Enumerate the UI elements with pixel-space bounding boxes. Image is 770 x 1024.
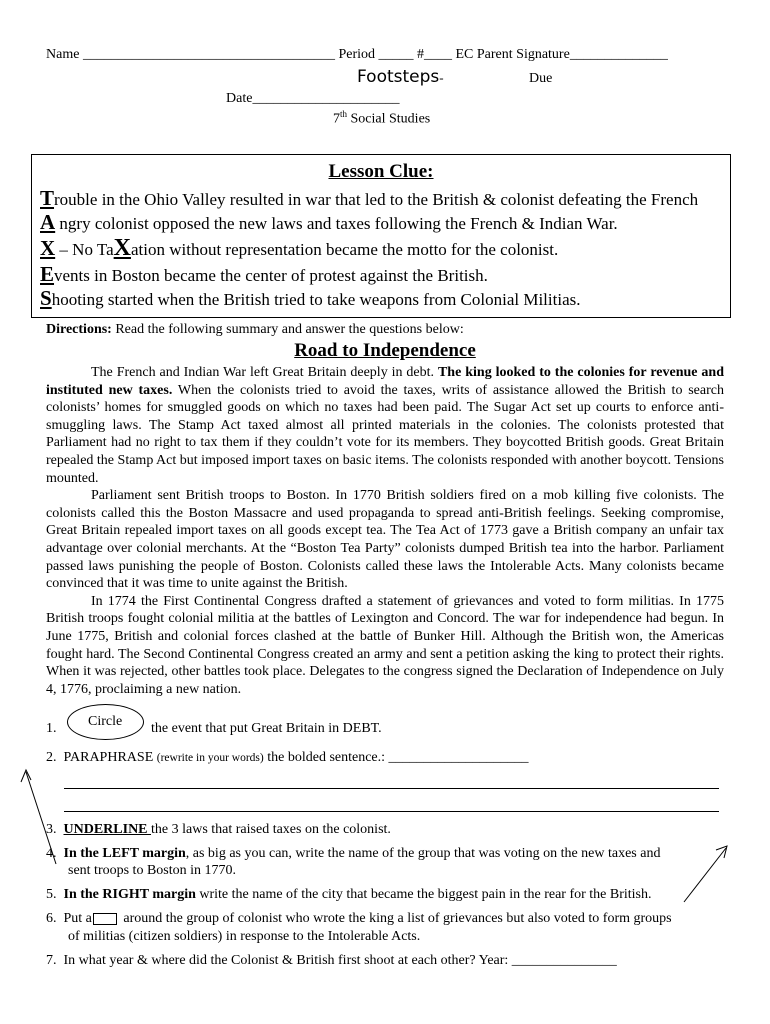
name-blank[interactable]: ____________________________________ xyxy=(82,47,335,62)
q5-number: 5. xyxy=(46,887,57,902)
q6-text-line-2: of militias (citizen soldiers) in response to the Intolerable Acts. xyxy=(68,929,421,944)
directions-label: Directions: xyxy=(46,322,112,337)
clue-line-s xyxy=(40,286,581,311)
left-margin-arrow-icon xyxy=(16,764,62,868)
q3-number: 3. xyxy=(46,822,57,837)
right-margin-arrow-icon xyxy=(680,840,732,906)
period-blank[interactable]: _____ xyxy=(378,47,414,62)
clue-letter: S xyxy=(40,286,52,310)
paragraph-1-start: The French and Indian War left Great Britain deeply in debt. xyxy=(91,365,438,380)
q6-text-a: Put a xyxy=(63,911,92,926)
parent-signature-blank[interactable]: ______________ xyxy=(569,47,668,62)
q4-number: 4. xyxy=(46,846,57,861)
q2-small-note: (rewrite in your words) xyxy=(156,752,264,764)
q4-text: , as big as you can, write the name of the group that was voting on the new taxes and xyxy=(185,846,661,861)
q5-text: write the name of the city that became the biggest pain in the rear for the British. xyxy=(195,887,652,902)
question-7 xyxy=(46,953,617,969)
clue-text-before: – No Ta xyxy=(55,240,114,259)
paragraph-3: In 1774 the First Continental Congress drafted a statement of grievances and voted to form militias. In 1775 British troops fought colonial militia at the battles of Lexington and Concord. The war for independence had begun. In June 1775, British and colonial forces clashed at the battle of Bunker Hill. Although the British won, the Americas fought hard. The Second Continental Congress created an army and sent a petition asking the king to protect their rights. When it was rejected, other battles took place. Delegates to the congress signed the Declaration of Independence on July 4, 1776, proclaiming a new nation. xyxy=(46,593,724,697)
q3-label: UNDERLINE xyxy=(63,822,152,837)
clue-line-e xyxy=(40,262,488,287)
bolded-sentence: The king looked to the colonies for revenue and instituted new taxes. xyxy=(46,365,724,398)
clue-text: rouble in the Ohio Valley resulted in war that led to the British & colonist defeating the French xyxy=(54,190,699,209)
paragraph-1 xyxy=(46,364,724,487)
q4-bold: In the LEFT margin xyxy=(63,846,186,861)
q1-number: 1. xyxy=(46,721,57,736)
reading-passage xyxy=(46,364,724,698)
clue-line-t xyxy=(40,186,698,211)
period-label: Period xyxy=(338,47,375,62)
directions-text: Read the following summary and answer the questions below: xyxy=(111,322,464,337)
q6-text-b: around the group of colonist who wrote the king a list of grievances but also voted to form groups xyxy=(119,911,672,926)
clue-line-a xyxy=(40,210,618,235)
footsteps-label: Footsteps xyxy=(357,67,440,87)
lesson-clue-box xyxy=(31,154,731,318)
footsteps-line xyxy=(357,67,444,87)
question-5 xyxy=(46,887,652,903)
q1-text: the event that put Great Britain in DEBT. xyxy=(151,721,382,736)
footsteps-dash: - xyxy=(439,70,444,85)
reading-title: Road to Independence xyxy=(294,340,476,361)
q2-label: PARAPHRASE xyxy=(63,750,154,765)
date-label: Date xyxy=(226,91,253,106)
directions xyxy=(46,322,464,338)
clue-line-x xyxy=(40,235,558,262)
question-6 xyxy=(46,911,672,927)
q3-text: the 3 laws that raised taxes on the colonist. xyxy=(151,822,391,837)
question-4 xyxy=(46,846,660,862)
grade-suffix: th xyxy=(340,109,348,119)
header-line-1 xyxy=(46,47,668,63)
box-symbol xyxy=(93,913,117,925)
q7-text[interactable]: In what year & where did the Colonist & British first shoot at each other? Year: _______________ xyxy=(63,953,617,968)
clue-text: vents in Boston became the center of protest against the British. xyxy=(54,266,488,285)
date-line xyxy=(226,91,399,107)
q7-number: 7. xyxy=(46,953,57,968)
lesson-clue-title: Lesson Clue: xyxy=(328,161,434,182)
q5-bold: In the RIGHT margin xyxy=(63,887,196,902)
grade-number: 7 xyxy=(333,111,340,127)
question-3 xyxy=(46,822,391,838)
answer-line-2[interactable] xyxy=(64,811,719,812)
subject-label: Social Studies xyxy=(347,111,431,127)
clue-letter: X xyxy=(40,236,56,260)
number-label[interactable]: #____ xyxy=(417,47,452,62)
paragraph-2: Parliament sent British troops to Boston. In 1770 British soldiers fired on a mob killing five colonists. The colonists called this the Boston Massacre and used propaganda to spread anti-British feelings. Seeking compromise, Great Britain repealed import taxes on all goods except tea. The Tea Act of 1773 gave a British company an unfair tax advantage over colonial merchants. At the “Boston Tea Party” colonists dumped British tea into the harbor. Parliament passed laws punishing the people of Boston. Colonists called these laws the Intolerable Acts. Many colonists became convinced that it was time to unite against the British. xyxy=(46,488,724,592)
question-2 xyxy=(46,750,529,766)
clue-letter: T xyxy=(40,186,55,210)
clue-letter-emphasis: X xyxy=(113,235,131,261)
paragraph-1-rest: When the colonists tried to avoid the taxes, writs of assistance allowed the British to search colonists’ homes for smuggled goods on which no taxes had been paid. The Sugar Act set up courts to enforce anti-smuggling laws. The Stamp Act taxed almost all printed materials in the colonies. The colonists protested that Parliament had no right to tax them if they couldn’t vote for its members. They boycotted British goods. Great Britain repealed the Stamp Act but imposed import taxes on basic items. The colonists responded with another boycott. Tensions mounted. xyxy=(46,382,724,486)
due-label: Due xyxy=(529,71,553,86)
q2-number: 2. xyxy=(46,750,57,765)
class-subject xyxy=(333,109,430,128)
q6-number: 6. xyxy=(46,911,57,926)
clue-text: ngry colonist opposed the new laws and taxes following the French & Indian War. xyxy=(55,214,618,233)
q4-text-line-2: sent troops to Boston in 1770. xyxy=(68,863,237,878)
clue-text: hooting started when the British tried to take weapons from Colonial Militias. xyxy=(51,290,581,309)
q2-text[interactable]: the bolded sentence.: ____________________ xyxy=(263,750,529,765)
circle-oval-text: Circle xyxy=(88,714,122,729)
parent-signature-label: EC Parent Signature xyxy=(455,47,570,62)
date-blank[interactable]: _____________________ xyxy=(252,91,400,106)
answer-line-1[interactable] xyxy=(64,788,719,789)
clue-letter: A xyxy=(40,210,56,234)
clue-text: ation without representation became the motto for the colonist. xyxy=(130,240,559,259)
clue-letter: E xyxy=(40,262,55,286)
name-label: Name xyxy=(46,47,80,62)
